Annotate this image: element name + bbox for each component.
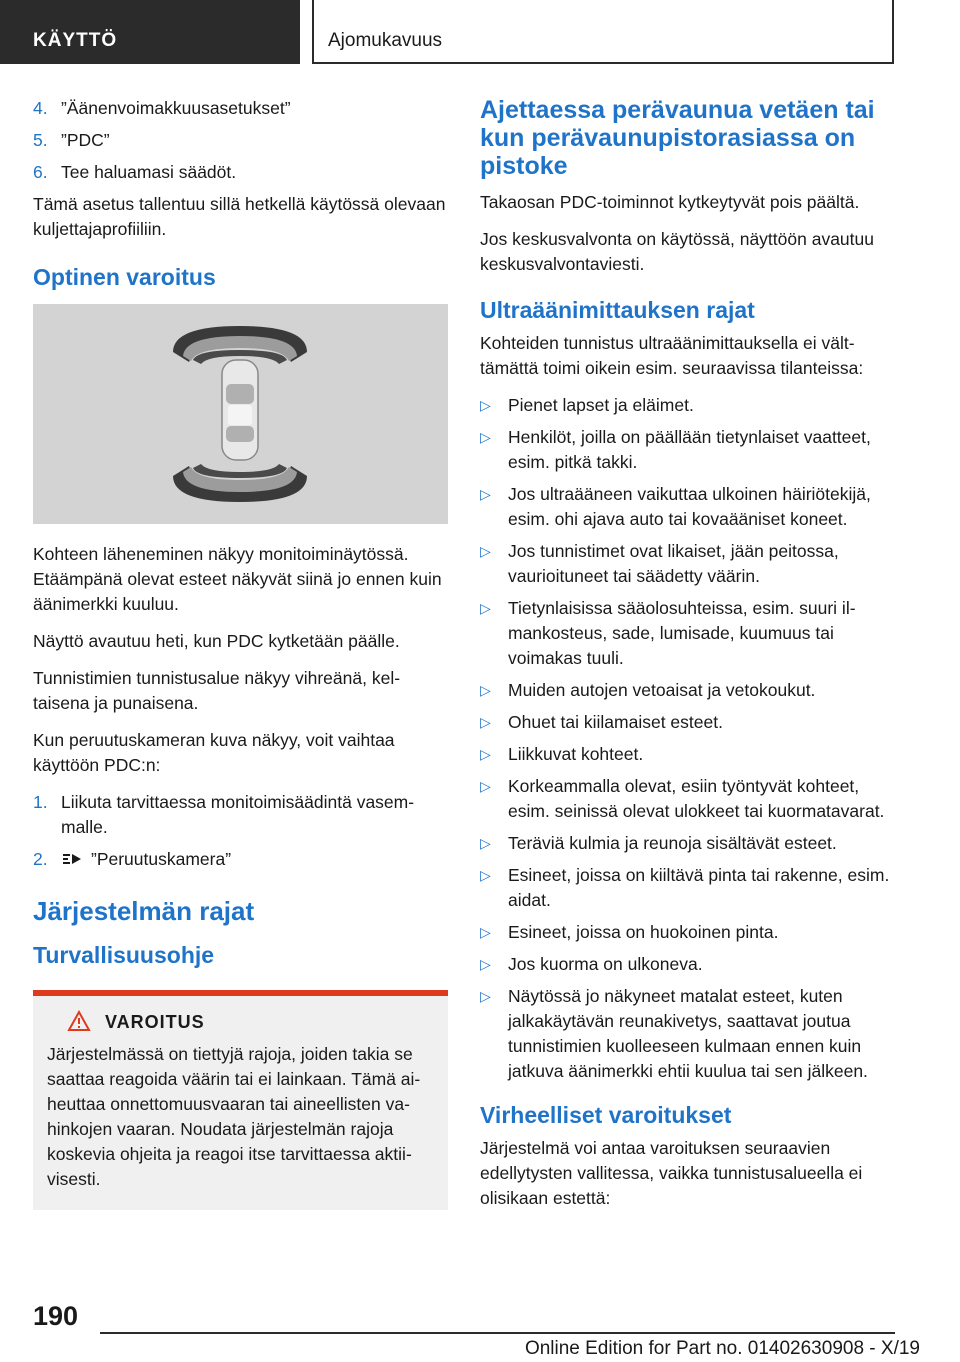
bullet-icon: ▷ [480, 988, 491, 1004]
bullet-icon: ▷ [480, 543, 491, 559]
list-item: ▷ Pienet lapset ja eläimet. [480, 393, 897, 418]
page-number: 190 [33, 1301, 79, 1331]
bullet-icon: ▷ [480, 600, 491, 616]
list-item: ▷ Näytössä jo näkyneet matalat esteet, kuten jalkakäytävän reunakivetys, saattavat joutua tunnistimien kuolleeseen kulmaan ennen kuin jatkuva äänimerkki ehtii kuulua tai sen jälkeen. [480, 986, 868, 1081]
bullet-icon: ▷ [480, 924, 491, 940]
list-item: ▷ Esineet, joissa on kiiltävä pinta tai rakenne, esim. aidat. [480, 865, 890, 910]
list-item: ▷ Jos kuorma on ulkoneva. [480, 952, 897, 977]
section-tab [0, 0, 300, 64]
heading-optical-warning: Optinen varoitus [33, 264, 216, 290]
bullet-icon: ▷ [480, 486, 491, 502]
list-item: ▷ Tietynlaisissa sääolosuhteissa, esim. suuri ilmankosteus, sade, lumisade, kuumuus tai voimakas tuuli. [480, 598, 856, 668]
paragraph: Kohteen läheneminen näkyy monitoiminäytössä. Etäämpänä olevat esteet näkyvät siinä jo ennen kuin äänimerkki kuuluu. [33, 544, 442, 614]
paragraph: Jos keskusvalvonta on käytössä, näyttöön avautuu keskusvalvontaviesti. [480, 229, 874, 274]
bullet-icon: ▷ [480, 778, 491, 794]
paragraph: Näyttö avautuu heti, kun PDC kytketään päälle. [33, 631, 400, 651]
bullet-icon: ▷ [480, 397, 491, 413]
edition-note: Online Edition for Part no. 01402630908 - X/19 [524, 1338, 920, 1359]
right-column [480, 96, 897, 1223]
section-title: KÄYTTÖ [33, 30, 118, 51]
step-item: 4. ”Äänenvoimakkuusasetukset” [33, 98, 291, 118]
heading-trailer: Ajettaessa perävaunua vetäen tai kun perävaunupistorasiassa on pistoke [480, 96, 875, 180]
list-item: ▷ Esineet, joissa on huokoinen pinta. [480, 920, 897, 945]
limits-list [480, 393, 897, 1084]
step-item: 6. Tee haluamasi säädöt. [33, 162, 237, 182]
bullet-icon: ▷ [480, 746, 491, 762]
list-item: ▷ Korkeammalla olevat, esiin työntyvät kohteet, esim. seinissä olevat ulokkeet tai kuormatavarat. [480, 776, 885, 821]
paragraph: Järjestelmä voi antaa varoituksen seuraavien edellytysten vallitessa, vaikka tunnistusalueella ei olisikaan estettä: [480, 1138, 863, 1208]
heading-ultrasound-limits: Ultraäänimittauksen rajat [480, 297, 755, 323]
step-item: 5. ”PDC” [33, 130, 110, 150]
heading-safety-note: Turvallisuusohje [33, 942, 215, 968]
warning-title: VAROITUS [105, 1012, 205, 1032]
pdc-display-figure [33, 304, 448, 524]
paragraph: Tämä asetus tallentuu sillä hetkellä käytössä olevaan kuljettajaprofiiliin. [33, 194, 446, 239]
chapter-tab [312, 0, 894, 64]
page-header [0, 0, 960, 66]
list-item: ▷ Teräviä kulmia ja reunoja sisältävät esteet. [480, 831, 897, 856]
paragraph: Tunnistimien tunnistusalue näkyy vihreänä, keltaisena ja punaisena. [33, 668, 401, 713]
list-item: ▷ Ohuet tai kiilamaiset esteet. [480, 710, 897, 735]
heading-system-limits: Järjestelmän rajat [33, 896, 255, 926]
bullet-icon: ▷ [480, 835, 491, 851]
paragraph: Kohteiden tunnistus ultraäänimittauksella ei välttämättä toimi oikein esim. seuraavissa tilanteissa: [480, 333, 864, 378]
bullet-icon: ▷ [480, 682, 491, 698]
warning-box [33, 990, 448, 1210]
step-item: 2. ”Peruutuskamera” [33, 849, 232, 869]
step-item: 1. Liikuta tarvittaessa monitoimisäädintä vasemmalle. [33, 792, 415, 837]
warning-text: Järjestelmässä on tiettyjä rajoja, joiden takia se saattaa reagoida väärin tai ei lainkaan. Tämä aiheuttaa onnettomuusvaaran tai aineellisten vahinkojen vaaran. Noudata järjestelmän rajoja koskevia ohjeita ja reagoi itse tarvittaessa aktiivisesti. [47, 1044, 421, 1189]
list-item: ▷ Liikkuvat kohteet. [480, 742, 897, 767]
list-item: ▷ Muiden autojen vetoaisat ja vetokoukut. [480, 678, 897, 703]
bullet-icon: ▷ [480, 956, 491, 972]
bullet-icon: ▷ [480, 714, 491, 730]
car-sensor-graphic [33, 304, 448, 524]
paragraph: Takaosan PDC-toiminnot kytkeytyvät pois päältä. [480, 192, 860, 212]
list-item: ▷ Jos tunnistimet ovat likaiset, jään peitossa, vaurioituneet tai säädetty väärin. [480, 541, 839, 586]
rear-camera-icon [61, 849, 83, 865]
bullet-icon: ▷ [480, 867, 491, 883]
left-column [33, 96, 448, 1210]
warning-triangle-icon [67, 1010, 91, 1032]
heading-false-warnings: Virheelliset varoitukset [480, 1102, 732, 1128]
page-footer [0, 1290, 960, 1362]
footer-divider [100, 1332, 895, 1334]
chapter-title: Ajomukavuus [328, 30, 443, 51]
list-item: ▷ Henkilöt, joilla on päällään tietynlaiset vaatteet, esim. pitkä takki. [480, 427, 871, 472]
list-item: ▷ Jos ultraääneen vaikuttaa ulkoinen häiriötekijä, esim. ohi ajava auto tai kovaääniset koneet. [480, 484, 871, 529]
warning-header [47, 1010, 434, 1036]
paragraph: Kun peruutuskameran kuva näkyy, voit vaihtaa käyttöön PDC:n: [33, 730, 395, 775]
bullet-icon: ▷ [480, 429, 491, 445]
